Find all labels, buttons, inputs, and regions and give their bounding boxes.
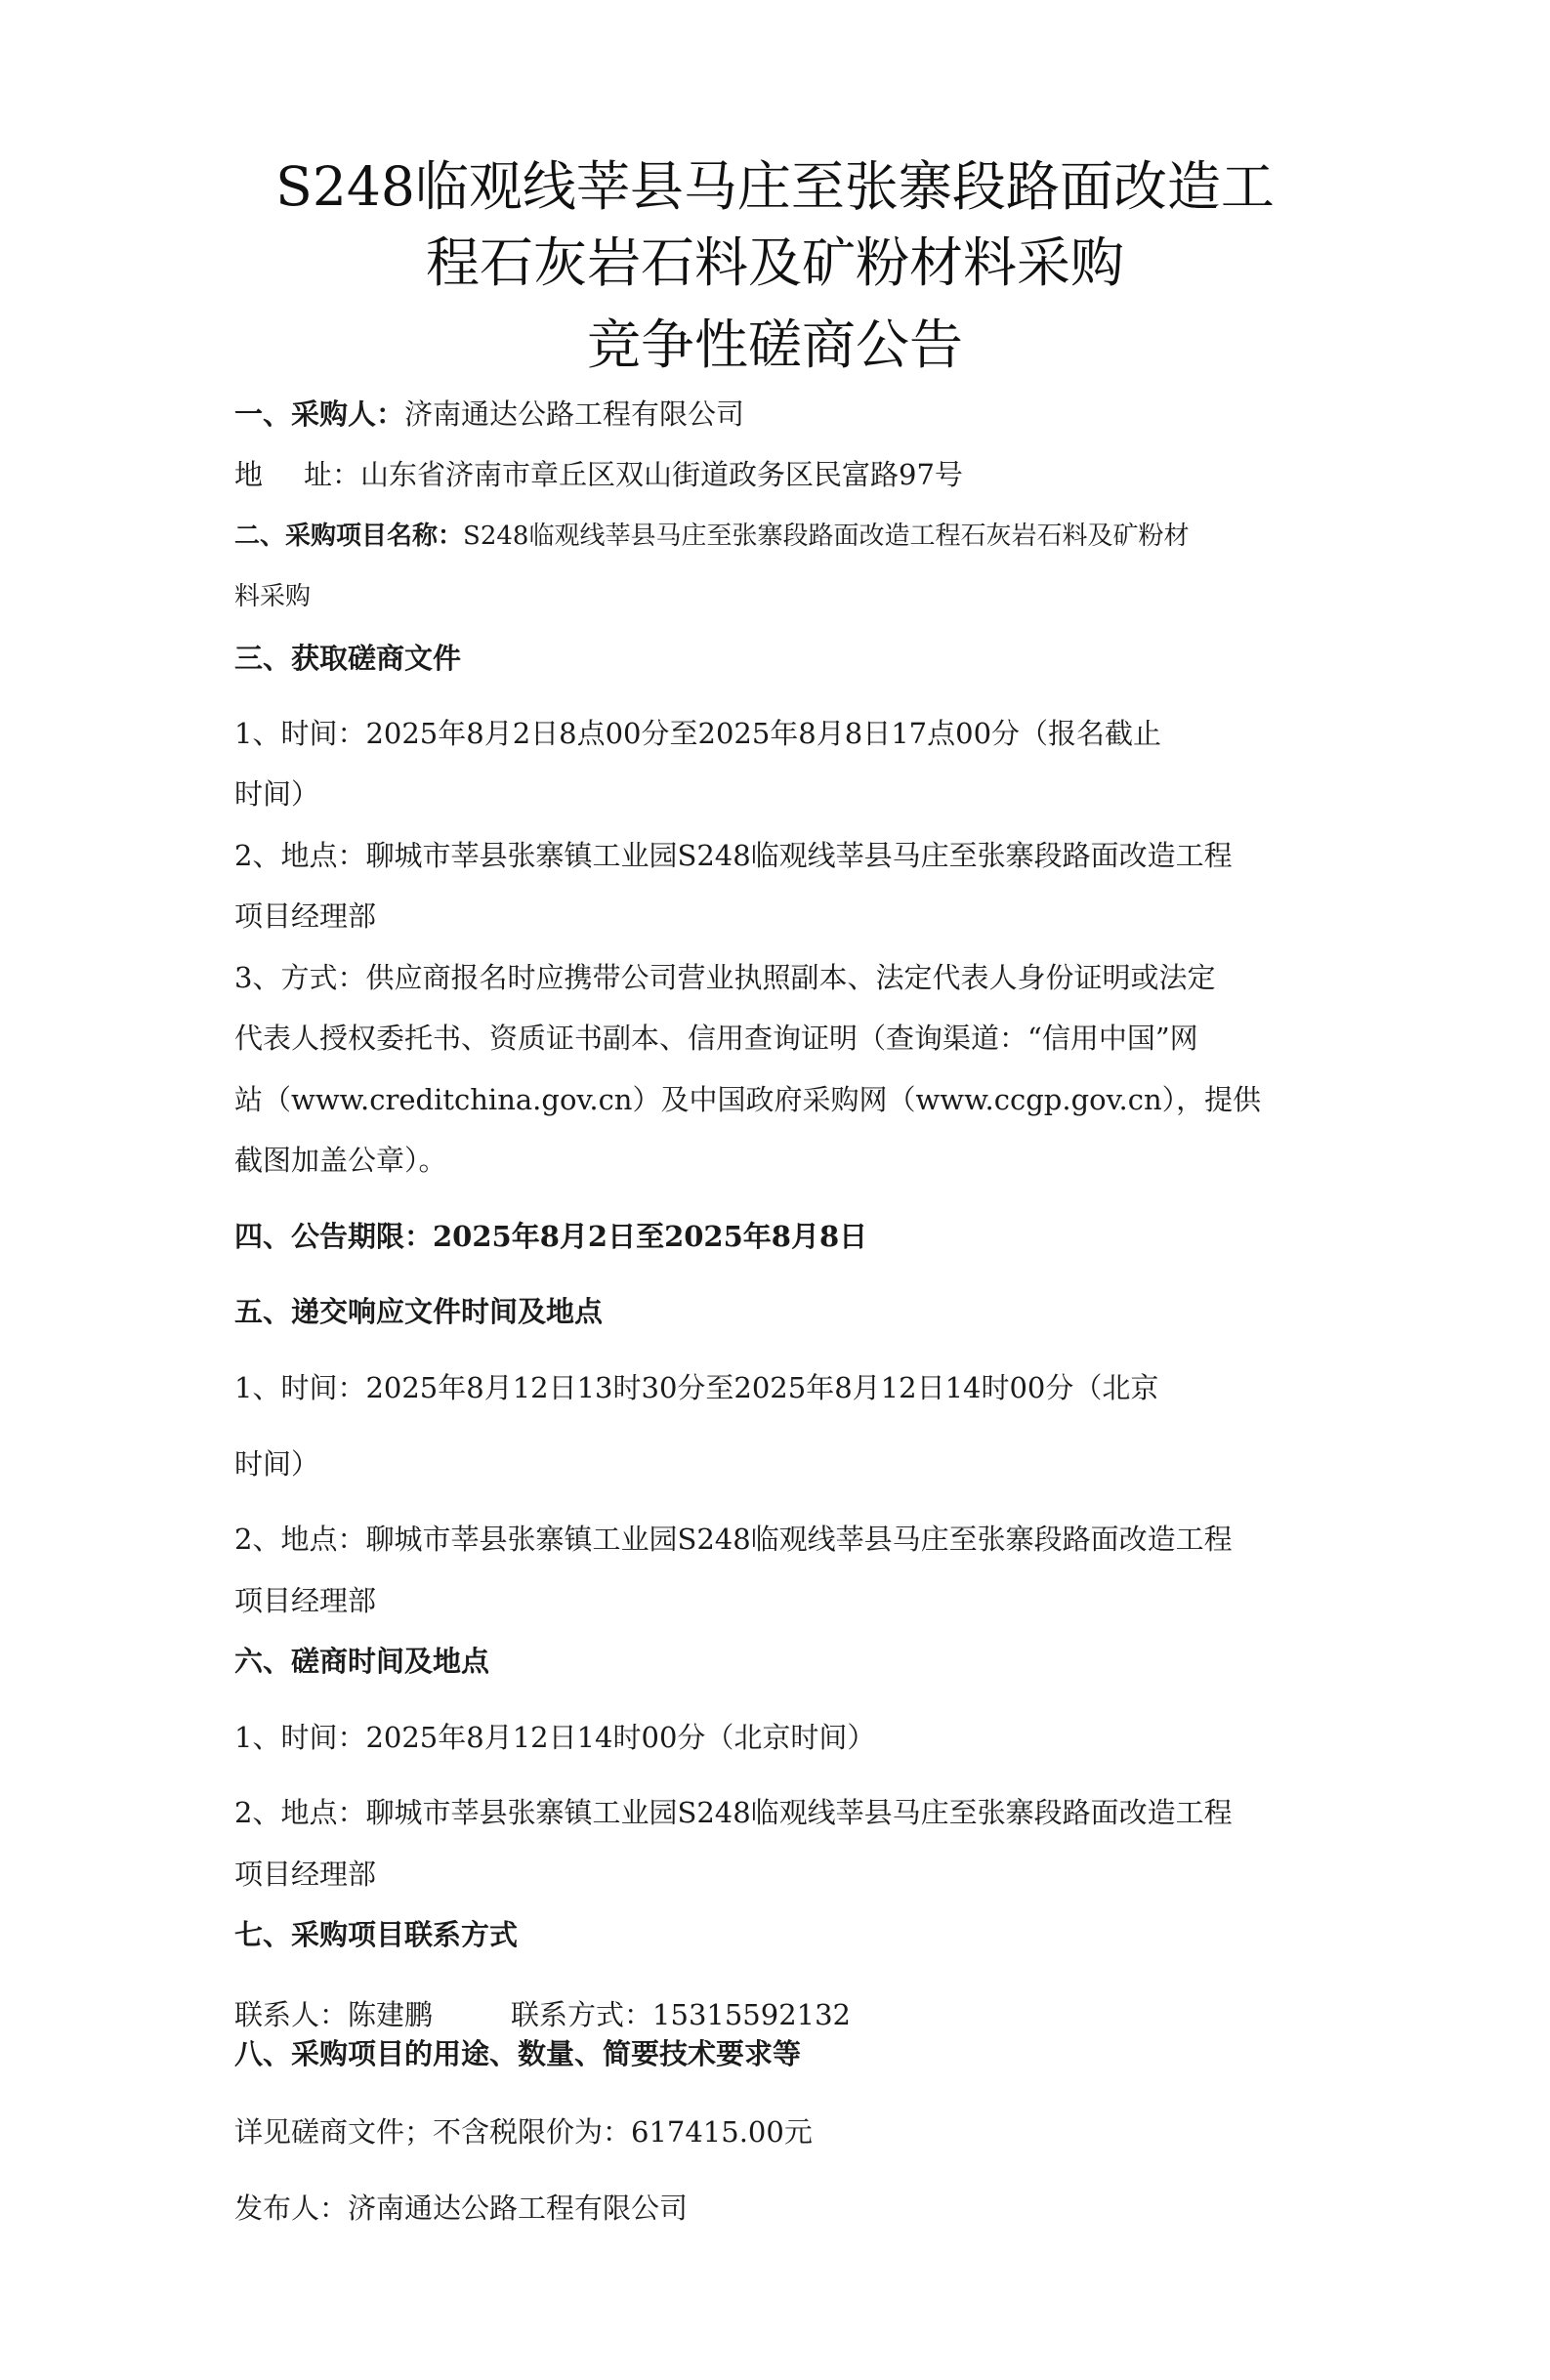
buyer-label: 一、采购人： (234, 397, 405, 431)
phone-label: 联系方式： (511, 1998, 653, 2031)
project-row (234, 506, 1328, 566)
publisher-label: 发布人： (234, 2192, 349, 2225)
s3-method-line-2: 代表人授权委托书、资质证书副本、信用查询证明（查询渠道：“信用中国”网 (234, 1022, 1198, 1055)
s5-place-line-2: 项目经理部 (234, 1584, 377, 1617)
s3-method-line-1: 3、方式：供应商报名时应携带公司营业执照副本、法定代表人身份证明或法定 (234, 961, 1216, 994)
s6-time-line-1: 1、时间：2025年8月12日14时00分（北京时间） (234, 1721, 876, 1754)
title-line-3: 竞争性磋商公告 (586, 313, 963, 376)
title-line-1: S248临观线莘县马庄至张寨段路面改造工 (275, 155, 1275, 218)
project-label: 二、采购项目名称： (234, 522, 464, 551)
section-6-heading: 六、磋商时间及地点 (234, 1645, 490, 1678)
s3-place-line-2: 项目经理部 (234, 899, 377, 933)
project-value-line-1: S248临观线莘县马庄至张寨段路面改造工程石灰岩石料及矿粉材 (463, 522, 1190, 551)
address-value: 山东省济南市章丘区双山街道政务区民富路97号 (360, 458, 963, 491)
title-line-2: 程石灰岩石料及矿粉材料采购 (425, 231, 1124, 294)
address-label-a: 地 (234, 458, 264, 491)
project-value-line-2: 料采购 (234, 582, 312, 611)
publisher-value: 济南通达公路工程有限公司 (348, 2192, 689, 2225)
s8-detail: 详见磋商文件；不含税限价为：617415.00元 (234, 2115, 813, 2149)
section-8-heading: 八、采购项目的用途、数量、简要技术要求等 (234, 2037, 802, 2070)
address-label-b: 址： (304, 458, 361, 491)
s5-time-line-2: 时间） (234, 1447, 320, 1481)
phone-number: 15315592132 (652, 1998, 852, 2031)
publisher-row (234, 2178, 1328, 2238)
s3-method-line-3: 站（www.creditchina.gov.cn）及中国政府采购网（www.ccgp.gov.cn），提供 (234, 1083, 1262, 1116)
buyer-row (234, 384, 1328, 444)
buyer-value: 济南通达公路工程有限公司 (404, 397, 745, 431)
contact-label: 联系人： (234, 1998, 349, 2031)
section-7-heading: 七、采购项目联系方式 (234, 1918, 519, 1951)
s3-time-line-2: 时间） (234, 777, 320, 811)
s5-time-line-1: 1、时间：2025年8月12日13时30分至2025年8月12日14时00分（北京 (234, 1371, 1159, 1404)
address-row (234, 444, 1328, 505)
s6-place-line-1: 2、地点：聊城市莘县张寨镇工业园S248临观线莘县马庄至张寨段路面改造工程 (234, 1796, 1233, 1829)
section-3-heading: 三、获取磋商文件 (234, 642, 462, 675)
s3-method-line-4: 截图加盖公章）。 (234, 1144, 447, 1177)
section-4-notice-period: 四、公告期限：2025年8月2日至2025年8月8日 (234, 1220, 868, 1253)
s3-time-line-1: 1、时间：2025年8月2日8点00分至2025年8月8日17点00分（报名截止 (234, 717, 1162, 750)
section-5-heading: 五、递交响应文件时间及地点 (234, 1295, 604, 1328)
contact-name: 陈建鹏 (348, 1998, 434, 2031)
s5-place-line-1: 2、地点：聊城市莘县张寨镇工业园S248临观线莘县马庄至张寨段路面改造工程 (234, 1523, 1233, 1556)
s3-place-line-1: 2、地点：聊城市莘县张寨镇工业园S248临观线莘县马庄至张寨段路面改造工程 (234, 839, 1233, 872)
s6-place-line-2: 项目经理部 (234, 1858, 377, 1891)
